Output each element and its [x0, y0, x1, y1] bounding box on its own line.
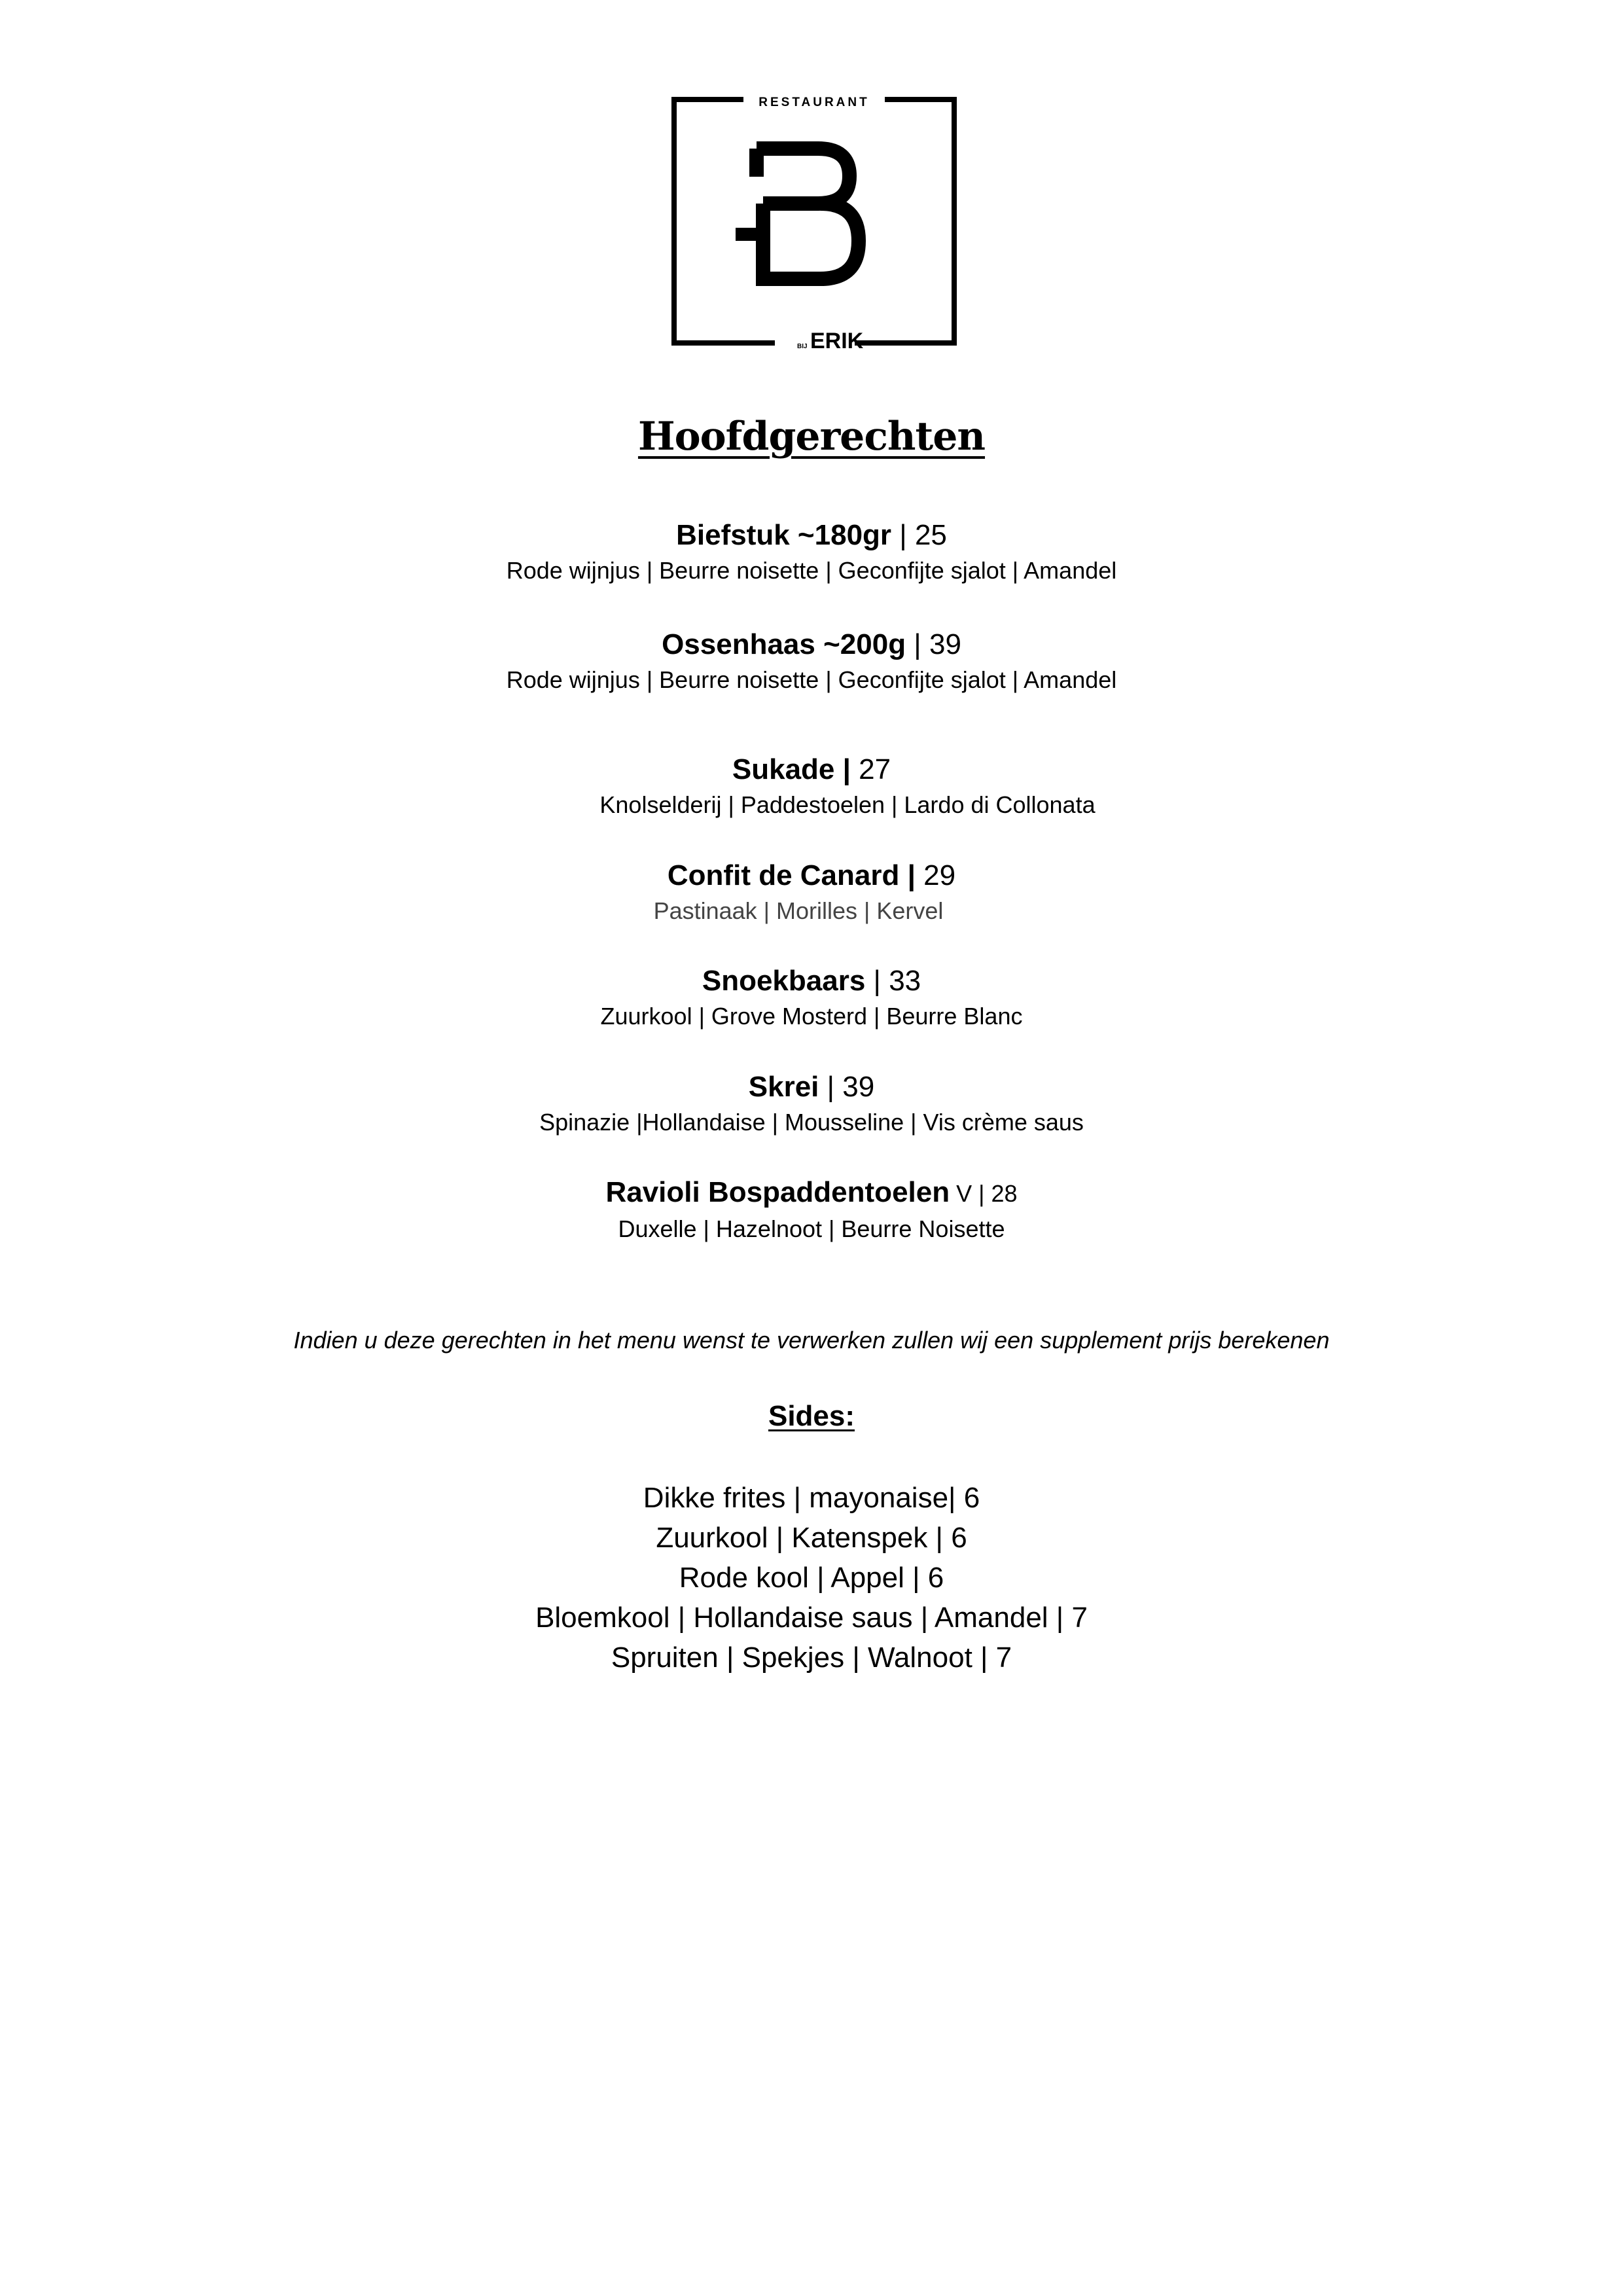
dish-description: Knolselderij | Paddestoelen | Lardo di Collonata: [599, 791, 1096, 818]
restaurant-logo: [671, 96, 957, 353]
side-item: Zuurkool | Katenspek | 6: [656, 1522, 967, 1554]
dish-name: Ossenhaas ~200g: [662, 628, 906, 660]
dish-name: Biefstuk ~180gr: [676, 519, 892, 551]
dish-name: Skrei: [748, 1071, 819, 1103]
dish-description: Rode wijnjus | Beurre noisette | Geconfijte sjalot | Amandel: [506, 666, 1117, 693]
dish-description: Spinazie |Hollandaise | Mousseline | Vis crème saus: [539, 1109, 1084, 1136]
dish-description: Zuurkool | Grove Mosterd | Beurre Blanc: [600, 1003, 1023, 1030]
logo-erik-text: ERIK: [810, 329, 864, 353]
dish-description: Pastinaak | Morilles | Kervel: [653, 897, 944, 924]
vegetarian-badge: V |: [950, 1180, 991, 1207]
dish-item: Ossenhaas ~200g | 39 Rode wijnjus | Beurre noisette | Geconfijte sjalot | Amandel: [0, 626, 1623, 696]
dish-item: [0, 1174, 1623, 1245]
supplement-note: Indien u deze gerechten in het menu wenst te verwerken zullen wij een supplement prijs berekenen: [293, 1327, 1330, 1354]
dish-price: 39: [842, 1071, 875, 1103]
page-title: Hoofdgerechten: [637, 414, 986, 459]
side-item: Bloemkool | Hollandaise saus | Amandel | 7: [535, 1602, 1088, 1634]
dish-name: Ravioli Bospaddentoelen: [605, 1176, 950, 1208]
dish-item: Biefstuk ~180gr | 25 Rode wijnjus | Beurre noisette | Geconfijte sjalot | Amandel: [0, 517, 1623, 586]
sides-list: [0, 1478, 1623, 1677]
dish-price: 29: [923, 859, 956, 891]
dish-description: Duxelle | Hazelnoot | Beurre Noisette: [618, 1215, 1005, 1242]
sides-title: Sides:: [768, 1400, 855, 1432]
dish-item: Snoekbaars | 33 Zuurkool | Grove Mosterd | Beurre Blanc: [0, 963, 1623, 1032]
dish-item: [0, 857, 1623, 927]
dish-price: 33: [889, 965, 921, 997]
dish-price: 28: [991, 1180, 1018, 1207]
side-item: Rode kool | Appel | 6: [679, 1562, 944, 1594]
dish-name: Sukade |: [732, 753, 851, 785]
side-item: Spruiten | Spekjes | Walnoot | 7: [611, 1641, 1012, 1674]
side-item: Dikke frites | mayonaise| 6: [643, 1482, 980, 1514]
dish-name: Snoekbaars: [702, 965, 866, 997]
dish-price: 27: [859, 753, 891, 785]
logo-restaurant-text: RESTAURANT: [758, 96, 870, 109]
logo-bij-text: BIJ: [797, 343, 808, 350]
dish-item: [0, 751, 1623, 821]
dish-name: Confit de Canard |: [667, 859, 916, 891]
dish-price: 39: [929, 628, 961, 660]
dish-price: 25: [914, 519, 947, 551]
dish-item: Skrei | 39 Spinazie |Hollandaise | Mousseline | Vis crème saus: [0, 1069, 1623, 1138]
dish-description: Rode wijnjus | Beurre noisette | Geconfijte sjalot | Amandel: [506, 557, 1117, 584]
